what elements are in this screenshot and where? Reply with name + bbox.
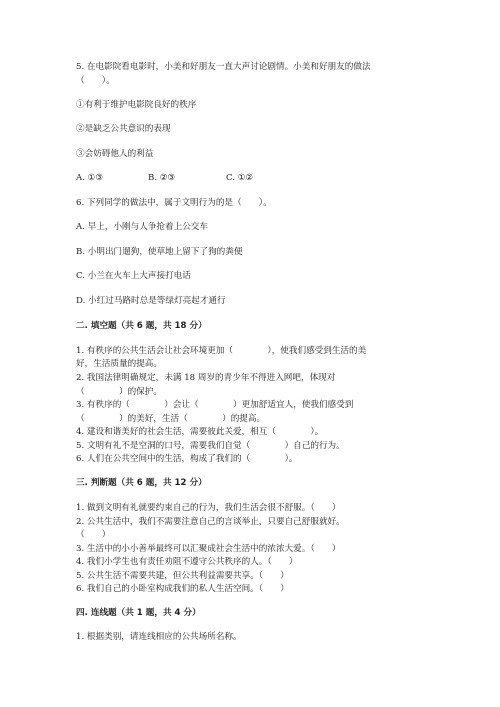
q5-stem-line2: （ ）。 <box>76 76 115 86</box>
section-heading-matching: 四. 连线题（共 1 题，共 4 分） <box>76 608 201 618</box>
q6-option-a: A. 早上，小刚与人争抢着上公交车 <box>76 222 208 232</box>
q5-option-a: A. ①③ <box>76 173 104 183</box>
q6-option-b: B. 小明出门遛狗，使草地上留下了狗的粪便 <box>76 247 243 257</box>
fill-line: 1. 有秩序的公共生活会让社会环境更加（ ），使我们感受到生活的美 <box>76 346 367 356</box>
q6-option-c: C. 小兰在火车上大声接打电话 <box>76 271 191 281</box>
matching-q1: 1. 根据类别，请连线相应的公共场所名称。 <box>76 632 242 642</box>
q5-option-b: B. ②③ <box>148 173 176 183</box>
q6-option-d: D. 小红过马路时总是等绿灯亮起才通行 <box>76 296 226 306</box>
tf-line: 2. 公共生活中，我们不需要注意自己的言谈举止，只要自己舒服就好。 <box>76 517 345 527</box>
fill-line: 6. 人们在公共空间中的生活，构成了我们的（ ）。 <box>76 454 298 464</box>
q5-options <box>76 172 253 184</box>
q5-statement-2: ②是缺乏公共意识的表现 <box>76 124 171 134</box>
fill-line: 5. 文明有礼不是空洞的口号，需要我们自觉（ ）自己的行为。 <box>76 441 345 451</box>
fill-line: 2. 我国法律明确规定，未满 18 周岁的青少年不得进入网吧，体现对 <box>76 373 336 383</box>
q5-stem-line1: 5. 在电影院看电影时，小美和好朋友一直大声讨论剧情。小美和好朋友的做法 <box>76 62 371 72</box>
section-heading-true-false: 三. 判断题（共 6 题，共 12 分） <box>76 478 207 488</box>
section-heading-fill-in: 二. 填空题（共 6 题，共 18 分） <box>76 321 207 331</box>
fill-line: 好，生活质量的提高。 <box>76 359 162 369</box>
q5-option-c: C. ①② <box>226 173 254 183</box>
fill-line: （ ）的美好，生活（ ）的提高。 <box>76 414 266 424</box>
q5-statement-3: ③会妨碍他人的利益 <box>76 149 154 159</box>
fill-line: 3. 有秩序的（ ）会让（ ）更加舒适宜人，使我们感受到 <box>76 400 354 410</box>
tf-line: 1. 做到文明有礼就要约束自己的行为，我们生活会很不舒服。（ ） <box>76 503 341 513</box>
fill-line: 4. 建设和谐美好的社会生活，需要彼此关爱，相互（ ）。 <box>76 427 324 437</box>
q6-stem: 6. 下列同学的做法中，属于文明行为的是（ ）。 <box>76 198 272 208</box>
tf-line: （ ） <box>76 530 111 540</box>
tf-line: 4. 我们小学生也有责任劝阻不遵守公共秩序的人。（ ） <box>76 557 298 567</box>
tf-line: 6. 我们自己的小卧室构成我们的私人生活空间。（ ） <box>76 584 289 594</box>
tf-line: 3. 生活中的小小善举最终可以汇聚成社会生活中的浓浓大爱。（ ） <box>76 544 341 554</box>
q5-statement-1: ①有利于维护电影院良好的秩序 <box>76 100 197 110</box>
tf-line: 5. 公共生活不需要共建，但公共利益需要共享。（ ） <box>76 571 289 581</box>
fill-line: （ ）的保护。 <box>76 387 162 397</box>
